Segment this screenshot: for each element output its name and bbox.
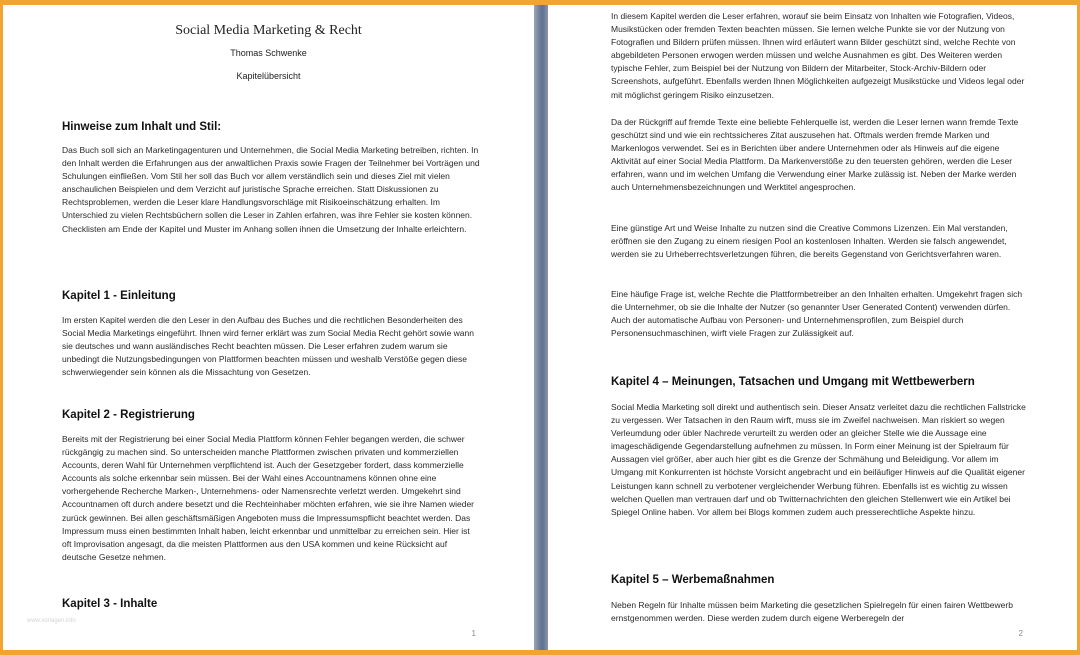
paragraph-hinweise: Das Buch soll sich an Marketingagenturen und Unternehmen, die Social Media Marketing betreiben, richten. In den Inhalt werden die Erfahrungen aus der anwaltlichen Praxis sowie Fragen der Teilnehmer bei Vorträgen und Schulungen einfließen. Vom Stil her soll das Buch vor allem verständlich sein und dieses Ziel mit vielen anschaulichen Beispielen und dem Verzicht auf juristische Sprache erreichen. Statt Diskussionen zu Rechtsproblemen, werden die Leser klare Handlungsvorschläge mit Risikoeinschätzung erhalten. Im Unterschied zu vielen Rechtsbüchern sollen die Leser in Zahlen erfahren, was ihre Fehler sie kosten können. Checklisten am Ende der Kapitel und Muster im Anhang sollen ihnen die Umsetzung der Inhalte erleichtern. xyxy=(62,145,480,234)
section-heading-kapitel-1: Kapitel 1 - Einleitung xyxy=(62,290,176,302)
section-heading-kapitel-5: Kapitel 5 – Werbemaßnahmen xyxy=(611,574,775,586)
page-number: 1 xyxy=(471,629,476,638)
section-heading-kapitel-3: Kapitel 3 - Inhalte xyxy=(62,598,158,610)
document-title: Social Media Marketing & Recht xyxy=(175,23,362,38)
paragraph-kapitel-3-texte: Da der Rückgriff auf fremde Texte eine beliebte Fehlerquelle ist, werden die Leser lernen wann fremde Texte geschützt sind und wie ein rechtssicheres Zitat auszusehen hat. Oftmals werden fremde Marken und Markenlogos verwendet. Sei es in Berichten über andere Unternehmen oder als Hinweis auf die eigene Aktivität auf einer Social Media Plattform. Da Markenverstöße zu den teuersten gehören, werden die Leser erfahren, wann und im welchen Umfang die Verwendung einer Marke zulässig ist. Neben der Marke werden auch Unternehmensbezeichnungen und Werktitel angesprochen. xyxy=(611,117,1019,193)
paragraph-kapitel-2: Bereits mit der Registrierung bei einer Social Media Plattform können Fehler begangen werden, die schwer rückgängig zu machen sind. So unterscheiden manche Plattformen zwischen privaten und kommerziellen Accounts, deren Wahl für Unternehmen verpflichtend ist. Auch der Gesetzgeber fordert, dass kommerzielle Accounts als solche erkennbar sein müssen. Bei der Wahl eines Accountnamens können ohne eine vorhergehende Recherche Marken-, Unternehmens- oder Namensrechte verletzt werden. Umgekehrt sind Accountnamen oft durch andere besetzt und die Rechteinhaber möchten erfahren, wie sie ihre Namen wieder zurück gewinnen. Bei allen geschäftsmäßigen Angeboten muss die Impressumspflicht beachtet werden. Das Impressum muss einen bestimmten Inhalt haben, leicht erkennbar und unmittelbar zu erreichen sein. Hier ist oft Improvisation angesagt, da die meisten Plattformen aus den USA kommen und keine Rücksicht auf deutsche Gesetze nehmen. xyxy=(62,434,475,562)
paragraph-kapitel-4: Social Media Marketing soll direkt und authentisch sein. Dieser Ansatz verleitet dazu die rechtlichen Fallstricke zu vergessen. Wer Tatsachen in den Raum wirft, muss sie im Zweifel nachweisen. Man riskiert so wegen Verleumdung oder übler Nachrede verurteilt zu werden oder an gleicher Stelle wie die Aussage eine imageschädigende Gegendarstellung aufnehmen zu müssen. In Form einer Meinung ist der Spielraum für Aussagen viel größer, aber auch hier gibt es die Grenze der Schmähung und Beleidigung. Vor allem im Umgang mit Konkurrenten ist höchste Vorsicht angebracht und ein beiläufiger Hinweis auf die Qualität eigener Leistungen kann schnell zu verbotener vergleichender Werbung führen. Ebenfalls ist es wichtig zu wissen welchen Quellen man vertrauen darf und ob Twitternachrichten den gleichen Stellenwert wie ein Artikel bei Spiegel Online haben. Vor allem bei Blogs kommen zudem auch presserechtliche Aspekte hinzu. xyxy=(611,402,1026,517)
page-gutter xyxy=(534,5,548,650)
paragraph-kapitel-3-rechte: Eine häufige Frage ist, welche Rechte die Plattformbetreiber an den Inhalten erhalten. Umgekehrt fragen sich die Unternehmer, ob sie die Inhalte der Nutzer (so genannter User Generated Content) verwenden dürfen. Auch der automatische Aufbau von Personen- und Unternehmensprofilen, zum Beispiel durch Personensuchmaschinen, wirft viele Fragen zur Zulässigkeit auf. xyxy=(611,289,1023,339)
section-heading-kapitel-4: Kapitel 4 – Meinungen, Tatsachen und Umgang mit Wettbewerbern xyxy=(611,376,975,388)
document-viewer[interactable] xyxy=(3,5,1077,650)
paragraph-kapitel-5: Neben Regeln für Inhalte müssen beim Marketing die gesetzlichen Spielregeln für einen fairen Wettbewerb ernstgenommen werden. Diese werden zudem durch eigene Werberegeln der xyxy=(611,600,1013,624)
document-author: Thomas Schwenke xyxy=(230,48,307,58)
page-2 xyxy=(548,5,1077,650)
paragraph-kapitel-3-intro: In diesem Kapitel werden die Leser erfahren, worauf sie beim Einsatz von Inhalten wie Fotografien, Videos, Musikstücken oder fremden Texten beachten müssen. Sie lernen welche Punkte sie vor der Nutzung von Fotografien und Bildern prüfen müssen. Ihnen wird erläutert wann Bilder geschützt sind, welche Rechte von abgebildeten Personen erwogen werden müssen und welche Ausnahmen es gibt. Des Weiteren werden typische Fehler, zum Beispiel bei der Nutzung von Bildern der Mitarbeiter, Stock-Archiv-Bildern oder Screenshots, aufgeführt. Ebenfalls werden Ihnen Möglichkeiten aufgezeigt Musikstücke und Videos legal oder mit möglichst geringem Risiko einzusetzen. xyxy=(611,11,1025,100)
document-subtitle: Kapitelübersicht xyxy=(236,71,301,81)
paragraph-kapitel-1: Im ersten Kapitel werden die den Leser in den Aufbau des Buches und die rechtlichen Besonderheiten des Social Media Marketings eingeführt. Ihnen wird ferner erklärt was zum Social Media Recht gehört sowie wann sie deutsches und wann ausländisches Recht beachten müssen. Die Leser erfahren zudem warum sie unbedingt die Nutzungsbedingungen von Plattformen beachten müssen und weshalb Verstöße gegen diese schwerwiegender sein können als die Missachtung von Gesetzen. xyxy=(62,315,474,378)
page-number: 2 xyxy=(1018,629,1023,638)
paragraph-kapitel-3-lizenzen: Eine günstige Art und Weise Inhalte zu nutzen sind die Creative Commons Lizenzen. Ein Mal verstanden, eröffnen sie den Zugang zu einem riesigen Pool an kostenlosen Inhalten. Werden sie falsch angewendet, werden sie zu Urheberrechtsverletzungen führen, die bereits Gegenstand von Gerichtsverfahren waren. xyxy=(611,223,1008,260)
watermark: www.vorlagen.info xyxy=(27,618,76,624)
section-heading-kapitel-2: Kapitel 2 - Registrierung xyxy=(62,409,195,421)
page-1 xyxy=(3,5,534,650)
section-heading-hinweise: Hinweise zum Inhalt und Stil: xyxy=(62,121,222,133)
